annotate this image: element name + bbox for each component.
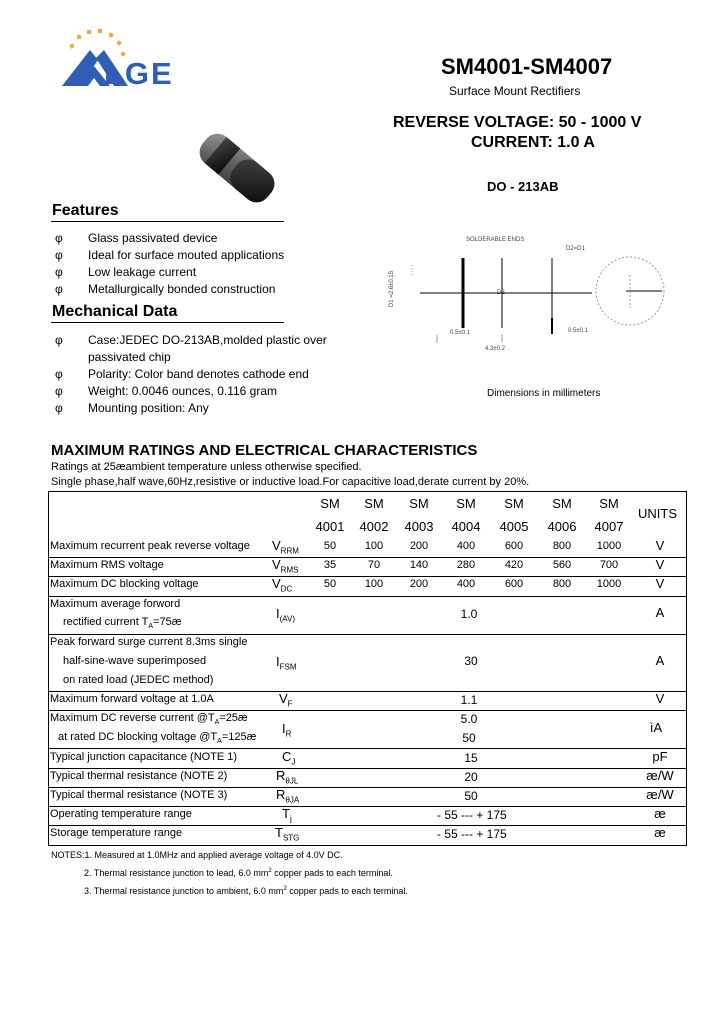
features-rule (51, 221, 284, 222)
row-divider (49, 596, 686, 597)
row-divider (49, 748, 686, 749)
d1-label: D1 =2.6±0.15 (389, 270, 396, 308)
ratings-table: SM SM SM SM SM SM SM 4001 4002 4003 4004 4005 4006 4007 UNITS Maximum recurrent peak reverse voltage $V_{RRM}$ 50 100 200 400 600 800 1000 V Maximum RMS voltage $V_{RMS}$ 35 70 140 280 420 560 700 V Maximum DC blocking voltage $V_{DC}$ 50 100 200 400 600 800 1000 V Maximum average forword rectified current $T_A=75æ$ $I_{(AV)}$ 1.0 A Peak forward surge current 8.3ms single half-sine-wave superimposed on rated load (JEDEC method) $I_{FSM}$ 30 A Maximum forward voltage at 1.0A $V_F$ 1.1 V Maximum DC reverse current $@T_A=25æ$ at rated DC blocking voltage $@T_A=125æ$ $I_R$ 5.0 50 ìA Typical junction capacitance (NOTE 1) $C_J$ 15 pF Typical thermal resistance (NOTE 2) $R_{\theta JL}$ 20 æ/W Typical thermal resistance (NOTE 3) $R_{\theta JA}$ 50 æ/W Operating temperature range $T_j$ - 55 --- + 175 æ Storage temperature range $T_{STG}$ - 55 --- + 175 æ (48, 491, 687, 846)
bullet-icon: φ (55, 282, 63, 296)
row-divider (49, 825, 686, 826)
bullet-icon: φ (55, 401, 63, 415)
col-header: SM (409, 496, 429, 511)
col-header: SM (364, 496, 384, 511)
col-header: SM (456, 496, 476, 511)
brand-name: LGE (104, 56, 174, 91)
note-2: 2. Thermal resistance junction to lead, 6.0 $mm^2$ copper pads to each terminal. (84, 868, 393, 878)
note-3: 3. Thermal resistance junction to ambient, 6.0 $mm^2$ copper pads to each terminal. (84, 886, 408, 896)
units-header: UNITS (638, 506, 677, 521)
col-header-part: 4003 (404, 519, 434, 534)
subtitle: Surface Mount Rectifiers (449, 84, 581, 98)
diagram-caption: Dimensions in millimeters (487, 388, 601, 399)
dim-b-label: 0.5±0.1 (568, 328, 588, 334)
solderable-label: SOLDERABLE ENDS (466, 237, 525, 243)
col-header: SM (504, 496, 524, 511)
col-header: SM (320, 496, 340, 511)
dim-a-label: 0.5±0.1 (450, 330, 470, 336)
logo (58, 22, 238, 92)
ratings-note-2: Single phase,half wave,60Hz,resistive or inductive load.For capacitive load,derate current by 20%. (51, 476, 530, 488)
mechanical-heading: Mechanical Data (52, 303, 178, 320)
row-divider (49, 787, 686, 788)
col-header-part: 4001 (315, 519, 345, 534)
col-header: SM (552, 496, 572, 511)
col-header-part: 4004 (451, 519, 481, 534)
bullet-icon: φ (55, 231, 63, 245)
current-rating: CURRENT: 1.0 A (471, 134, 595, 151)
bullet-icon: φ (55, 248, 63, 262)
col-header-part: 4002 (359, 519, 389, 534)
mechanical-rule (51, 322, 284, 323)
d2-label: D2 (497, 290, 505, 296)
dim-len-label: 4.3±0.2 (485, 346, 505, 352)
row-divider (49, 806, 686, 807)
row-divider (49, 557, 686, 558)
d2d1-label: D2=D1 (566, 246, 585, 252)
ratings-heading: MAXIMUM RATINGS AND ELECTRICAL CHARACTERISTICS (51, 442, 478, 459)
row-divider (49, 691, 686, 692)
row-divider (49, 634, 686, 635)
page-title: SM4001-SM4007 (441, 54, 613, 79)
col-header-part: 4005 (499, 519, 529, 534)
bullet-icon: φ (55, 265, 63, 279)
row-divider (49, 768, 686, 769)
row-divider (49, 576, 686, 577)
outline-drawing (400, 230, 680, 370)
bullet-icon: φ (55, 333, 63, 347)
reverse-voltage: REVERSE VOLTAGE: 50 - 1000 V (393, 114, 642, 131)
row-divider (49, 710, 686, 711)
col-header-part: 4006 (547, 519, 577, 534)
dimension-diagram (389, 230, 680, 405)
features-heading: Features (52, 202, 119, 219)
ratings-note-1: Ratings at 25æambient temperature unless otherwise specified. (51, 461, 362, 473)
bullet-icon: φ (55, 384, 63, 398)
package-name: DO - 213AB (487, 179, 559, 194)
diode-image (185, 118, 290, 218)
col-header: SM (599, 496, 619, 511)
bullet-icon: φ (55, 367, 63, 381)
col-header-part: 4007 (594, 519, 624, 534)
note-1: NOTES:1. Measured at 1.0MHz and applied average voltage of 4.0V DC. (51, 850, 343, 860)
